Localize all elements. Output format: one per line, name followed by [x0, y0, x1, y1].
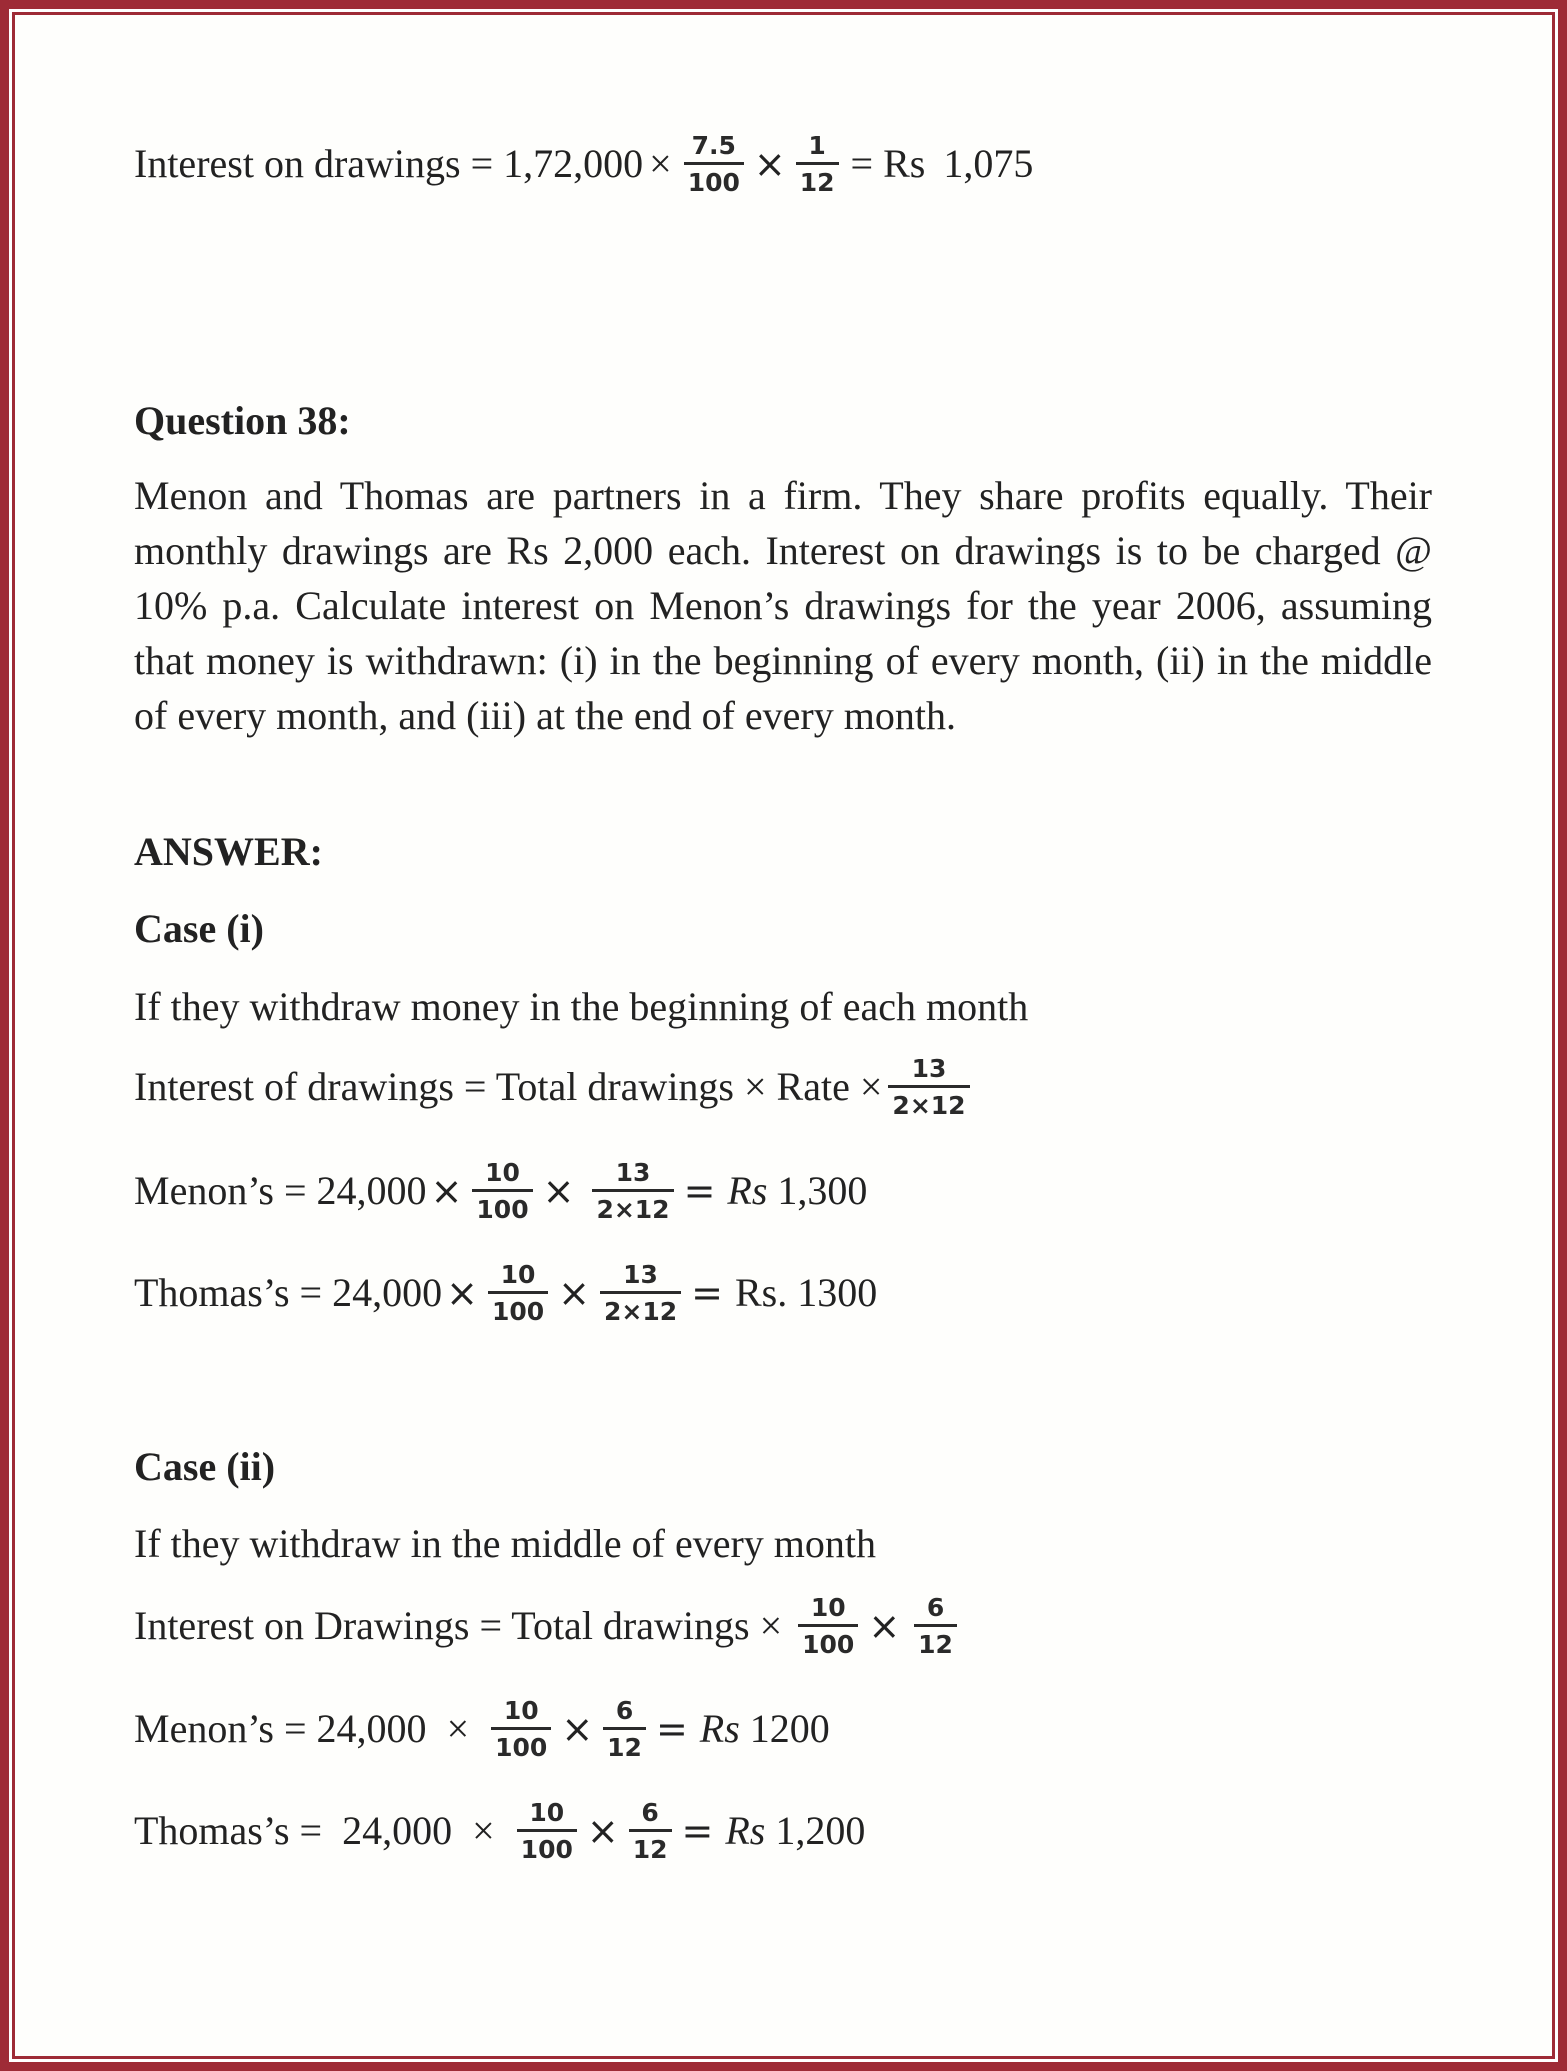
denominator: 2×12: [888, 1085, 969, 1118]
numerator: 6: [615, 1696, 634, 1725]
denominator: 12: [914, 1624, 957, 1657]
fraction: [629, 1800, 672, 1862]
menon-label: Menon’s = 24,000: [134, 1168, 427, 1213]
denominator: 100: [798, 1624, 858, 1657]
case1-description: If they withdraw money in the beginning of each month: [134, 984, 1029, 1029]
case2-menon-line: [134, 1698, 830, 1760]
numerator: 13: [623, 1260, 658, 1289]
answer-title: ANSWER:: [134, 829, 323, 874]
numerator: 13: [911, 1054, 947, 1083]
numerator: 10: [485, 1158, 520, 1187]
result-value: Rs. 1300: [734, 1270, 878, 1315]
equals-sign: =: [655, 1707, 688, 1751]
fraction: [798, 1595, 858, 1657]
fraction: [600, 1262, 681, 1324]
times-sign: ×: [472, 1808, 495, 1853]
denominator: 100: [517, 1829, 577, 1862]
fraction: [914, 1595, 957, 1657]
formula-label: Interest on Drawings = Total drawings ×: [134, 1603, 783, 1648]
denominator: 100: [488, 1291, 548, 1324]
previous-result-line: [134, 133, 1033, 195]
equals-sign: =: [681, 1809, 714, 1853]
denominator: 2×12: [600, 1291, 681, 1324]
times-sign: ×: [868, 1604, 901, 1648]
times-sign: ×: [649, 141, 672, 186]
numerator: 13: [615, 1158, 651, 1187]
times-sign: ×: [430, 1169, 463, 1213]
numerator: 1: [808, 131, 826, 160]
fraction: [796, 133, 839, 195]
menon-label: Menon’s = 24,000: [134, 1706, 427, 1751]
question-title: Question 38:: [134, 398, 351, 443]
fraction: [488, 1262, 548, 1324]
equals-sign: =: [691, 1271, 723, 1315]
numerator: 6: [926, 1593, 945, 1622]
denominator: 100: [472, 1189, 532, 1222]
result-value: 1,075: [943, 141, 1034, 186]
case1-menon-line: [134, 1160, 867, 1222]
thomas-label: Thomas’s = 24,000: [134, 1808, 453, 1853]
currency: Rs: [725, 1808, 766, 1853]
previous-label: Interest on drawings = 1,72,000: [134, 141, 644, 186]
times-sign: ×: [753, 142, 786, 186]
question-text: Menon and Thomas are partners in a firm. They share profits equally. Their monthly drawings are Rs 2,000 each. Interest on drawings is to be charged @ 10% p.a. Calculate interest on Menon’s drawings for the year 2006, assuming that money is withdrawn: (i) in the beginning of every month, (ii) in the middle of every month, and (iii) at the end of every month.: [134, 473, 1432, 738]
times-sign: ×: [558, 1271, 590, 1315]
case1-title: Case (i): [134, 906, 264, 951]
case2-description: If they withdraw in the middle of every month: [134, 1521, 877, 1566]
denominator: 2×12: [592, 1189, 673, 1222]
fraction: [888, 1056, 969, 1118]
result-value: 1,200: [775, 1808, 866, 1853]
result-value: 1200: [749, 1706, 830, 1751]
denominator: 12: [629, 1829, 672, 1862]
times-sign: ×: [586, 1809, 619, 1853]
formula-label: Interest of drawings = Total drawings × Rate ×: [134, 1064, 883, 1109]
case2-title: Case (ii): [134, 1444, 276, 1489]
fraction: [491, 1698, 551, 1760]
times-sign: ×: [446, 1271, 478, 1315]
case1-thomas-line: [134, 1262, 877, 1324]
fraction: [592, 1160, 673, 1222]
thomas-label: Thomas’s = 24,000: [134, 1270, 443, 1315]
denominator: 12: [603, 1727, 646, 1760]
times-sign: ×: [542, 1169, 575, 1213]
result-equals: = Rs: [850, 141, 926, 186]
numerator: 10: [810, 1593, 846, 1622]
denominator: 12: [796, 162, 839, 195]
numerator: 10: [500, 1260, 536, 1289]
fraction: [472, 1160, 532, 1222]
numerator: 10: [529, 1798, 565, 1827]
times-sign: ×: [561, 1707, 594, 1751]
case2-formula: [134, 1595, 963, 1657]
times-sign: ×: [446, 1706, 470, 1751]
case2-thomas-line: [134, 1800, 865, 1862]
currency: Rs: [727, 1168, 768, 1213]
result-value: 1,300: [777, 1168, 868, 1213]
fraction: [517, 1800, 577, 1862]
numerator: 10: [503, 1696, 539, 1725]
case1-formula: [134, 1056, 976, 1118]
numerator: 6: [641, 1798, 659, 1827]
denominator: 100: [491, 1727, 551, 1760]
fraction: [684, 133, 744, 195]
equals-sign: =: [683, 1169, 716, 1213]
fraction: [603, 1698, 646, 1760]
currency: Rs: [699, 1706, 740, 1751]
denominator: 100: [684, 162, 744, 195]
numerator: 7.5: [691, 131, 736, 160]
